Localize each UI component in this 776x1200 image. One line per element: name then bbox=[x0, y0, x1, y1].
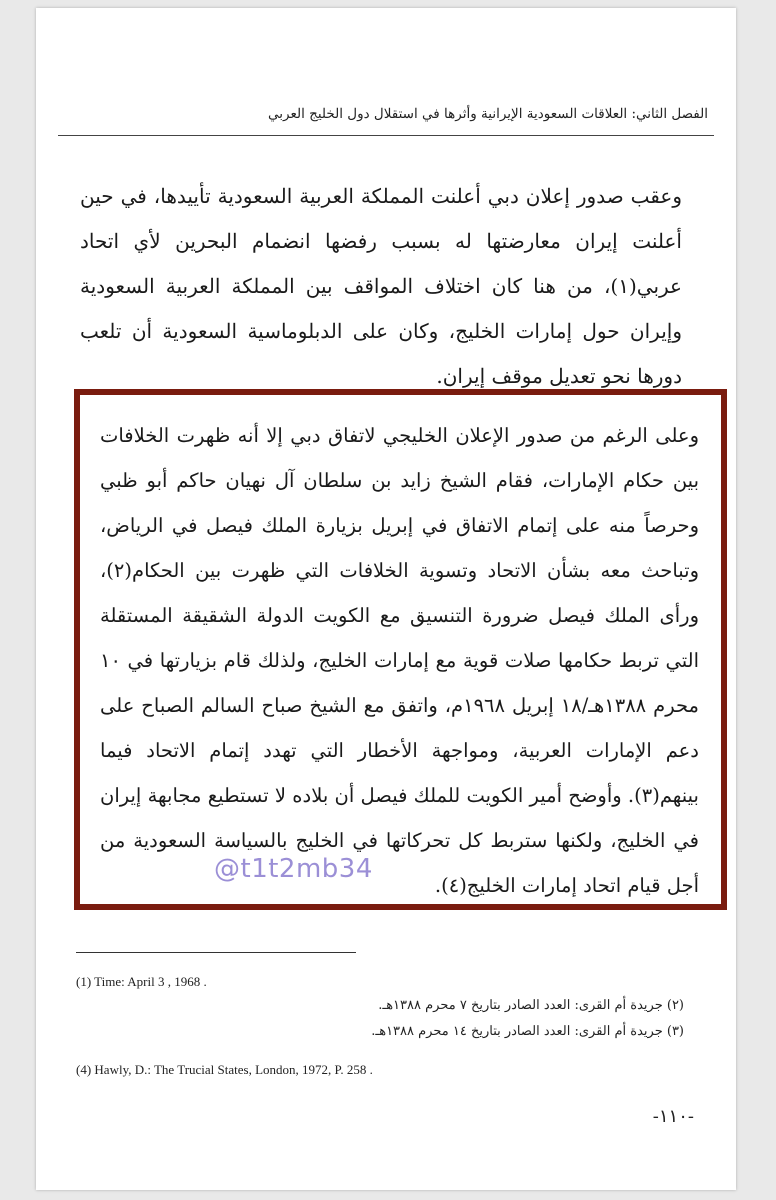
footnote-1: (1) Time: April 3 , 1968 . bbox=[76, 974, 207, 989]
footnote-3: (٣) جريدة أم القرى: العدد الصادر بتاريخ ١٤ محرم ١٣٨٨هـ. bbox=[371, 1024, 684, 1039]
highlight-box bbox=[74, 389, 727, 910]
intro-paragraph: وعقب صدور إعلان دبي أعلنت المملكة العربية السعودية تأييدها، في حين أعلنت إيران معارضتها له بسبب رفضها انضمام البحرين لأي اتحاد عربي(١)، من هنا كان اختلاف المواقف بين المملكة العربية السعودية وإيران حول إمارات الخليج، وكان على الدبلوماسية السعودية أن تلعب دورها نحو تعديل موقف إيران. bbox=[80, 184, 682, 388]
page-number: -١١٠- bbox=[652, 1106, 694, 1127]
header-rule bbox=[58, 135, 714, 136]
footnote-4: (4) Hawly, D.: The Trucial States, London, 1972, P. 258 . bbox=[76, 1062, 373, 1077]
running-head: الفصل الثاني: العلاقات السعودية الإيرانية وأثرها في استقلال دول الخليج العربي bbox=[268, 106, 708, 122]
book-page bbox=[36, 8, 736, 1190]
highlighted-paragraph: وعلى الرغم من صدور الإعلان الخليجي لاتفاق دبي إلا أنه ظهرت الخلافات بين حكام الإمارات، فقام الشيخ زايد بن سلطان آل نهيان حاكم أبو ظبي وحرصاً منه على إتمام الاتفاق في إبريل بزيارة الملك فيصل في الرياض، وتباحث معه بشأن الاتحاد وتسوية الخلافات التي ظهرت بين الحكام(٢)، ورأى الملك فيصل ضرورة التنسيق مع الكويت الدولة الشقيقة المستقلة التي تربط حكامها صلات قوية مع إمارات الخليج، ولذلك قام بزيارتها في ١٠ محرم ١٣٨٨هـ/١٨ إبريل ١٩٦٨م، واتفق مع الشيخ صباح السالم الصباح على دعم الإمارات العربية، ومواجهة الأخطار التي تهدد إتمام الاتحاد فيما بينهم(٣). وأوضح أمير الكويت للملك فيصل أن بلاده لا تستطيع مجابهة إيران في الخليج، ولكنها ستربط كل تحركاتها في الخليج بالسياسة السعودية من أجل قيام اتحاد إمارات الخليج(٤). bbox=[100, 424, 699, 897]
watermark-handle: @t1t2mb34 bbox=[214, 854, 373, 884]
footnote-2: (٢) جريدة أم القرى: العدد الصادر بتاريخ ٧ محرم ١٣٨٨هـ. bbox=[378, 998, 684, 1013]
footnote-rule bbox=[76, 952, 356, 953]
